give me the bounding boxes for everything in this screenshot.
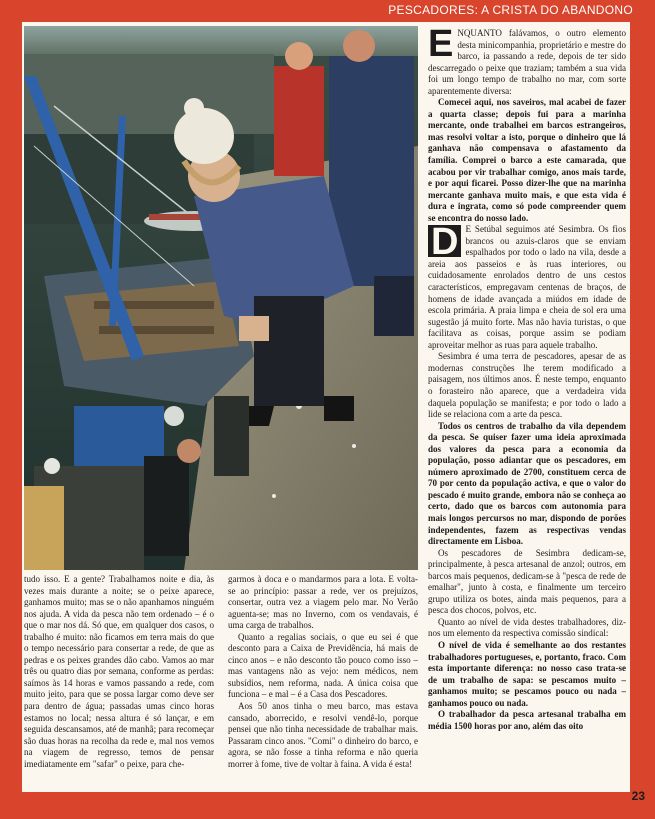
section-text: E Setúbal seguimos até Sesimbra. Os fios brancos ou azuis-claros que se enviam espalhados por todo o lado na vila, desde a areia aos passeios e às ruas interiores, ou cuidadosamente enrolados dentro de uns cestos característicos, empregavam centenas de braços, de homens de idade avançada a miúdos em idade de escola primária. A praia limpa e cheia de sol era uma sugestão já muito forte. Mas não havia turistas, o que facilitava as coisas, porque assim se podiam aproveitar melhor as ruas para aquele trabalho. bbox=[428, 224, 626, 350]
body-paragraph: Aos 50 anos tinha o meu barco, mas estava cansado, aborrecido, e resolvi vendê-lo, porque pensei que não tinha necessidade de trabalhar mais. Passaram cinco anos. "Comi" o dinheiro do barco, e agora, se não fosse a tinha reforma e não queria morrer à fome, tive de voltar à faina. A vida é esta! bbox=[228, 701, 418, 769]
body-paragraph: Os pescadores de Sesimbra dedicam-se, principalmente, à pesca artesanal de anzol; outros, em barcos mais pequenos, dedicam-se à "pesca de rede de emalhar", junto à costa, e finalmente um terceiro grupo utiliza os botes, ainda mais pequenos, para a pesca dos chocos, polvos, etc. bbox=[428, 547, 626, 616]
intro-text: NQUANTO falávamos, o outro elemento desta minicompanhia, proprietário e mestre do barco, ia passando a rede, depois de ter sido descarregado o peixe que traziam; também a sua vida foi um longo tempo de trabalho no mar, com sorte aparentemente diversa: bbox=[428, 28, 626, 96]
article-column-bottom-left bbox=[24, 574, 214, 784]
page-header bbox=[0, 0, 655, 22]
section-paragraph bbox=[428, 221, 626, 351]
body-paragraph: Quanto ao nível de vida destes trabalhadores, diz-nos um elemento da respectiva comissão sindical: bbox=[428, 616, 626, 639]
photo-fishermen-boat bbox=[24, 26, 418, 570]
quote-paragraph: Todos os centros de trabalho da vila dependem da pesca. Se quiser fazer uma ideia aproximada dos valores da pesca para a economia da população, posso adiantar que os pescadores, em número aproximado de 2700, constituem cerca de 70 por cento da população activa, e que o valor do pescado é muito grande, embora não se conheça ao certo, dado que os barcos com autonomia para mais longos percursos no mar, dispondo de porões independentes, fazem as respectivas vendas directamente em Lisboa. bbox=[428, 420, 626, 547]
dropcap-d: D bbox=[428, 225, 461, 257]
page-number: 23 bbox=[631, 789, 645, 803]
article-column-right bbox=[428, 28, 626, 784]
body-paragraph: tudo isso. E a gente? Trabalhamos noite e dia, às vezes mais durante a noite; se o peixe aparece, ganhamos muito; mas se o não apanhamos ninguém nos ajuda. A vida da pesca não tem ordenado – é o que o mar nos dá. Só que, em qualquer dos casos, o trabalho é muito: não ficamos em terra mais do que o tempo necessário para consertar a rede, de que as pedras e os peixes grandes dão cabo. Vamos ao mar três ou quatro dias por semana, conforme as perdas: saímos às 14 horas e vamos passando a rede, com muito jeito, para que se possa largar como deve ser para dentro de água; passadas umas cinco horas estamos no local; nessa altura é só lançar, e em seguida descansamos, até de manhã; para recomeçar são duas horas na recolha da rede e, mal nos vemos na viagem de regresso, temos de pensar imediatamente em "safar" o peixe, para che- bbox=[24, 574, 214, 769]
running-head: PESCADORES: A CRISTA DO ABANDONO bbox=[388, 3, 633, 17]
body-paragraph: Quanto a regalias sociais, o que eu sei é que desconto para a Caixa de Previdência, há mais de cinco anos – e não desconto tão pouco como isso – mas vantagens não as vejo: nem médicos, nem subsídios, nem reforma, nada. A única coisa que funciona – e mal – é a Casa dos Pescadores. bbox=[228, 631, 418, 700]
article-column-bottom-middle bbox=[228, 574, 418, 784]
photo-fishermen-boat-image bbox=[24, 26, 418, 570]
body-paragraph: garmos à doca e o mandarmos para a lota. E volta-se ao princípio: passar a rede, ver os prejuízos, consertar, outra vez a viagem pelo mar. No Verão aguenta-se; mas no Inverno, com os vendavais, é uma carga de trabalhos. bbox=[228, 574, 418, 631]
quote-paragraph: Comecei aqui, nos saveiros, mal acabei de fazer a quarta classe; depois fui para a marinha mercante, onde trabalhei em barcos estrangeiros, mas resolvi voltar a isto, porque o dinheiro que lá ganhava não compensava o afastamento da família. Comprei o barco a este camarada, que acabou por vir trabalhar comigo, anos mais tarde, e por aqui ficarei. Posso dizer-lhe que na marinha mercante ganhava muito mais, e que esta vida é dura e ingrata, como só pode compreender quem se encontra do nosso lado. bbox=[428, 97, 626, 223]
quote-paragraph: O nível de vida é semelhante ao dos restantes trabalhadores portugueses, e, portanto, fraco. Com esta importante diferença: no nosso caso trata-se de um trabalho de sapa: se pescamos muito – ganhamos muito; se pescamos pouco ou nada – ganhamos pouco ou nada. bbox=[428, 639, 626, 708]
body-paragraph: Sesimbra é uma terra de pescadores, apesar de as modernas construções lhe terem modificado a paisagem, nos últimos anos. É neste tempo, enquanto o forasteiro não aparece, que a verdadeira vida daquela população se manifesta; e por todo o lado a lide se relaciona com a arte da pesca. bbox=[428, 351, 626, 420]
magazine-page bbox=[22, 22, 630, 792]
dropcap-e: E bbox=[428, 28, 454, 65]
quote-paragraph: O trabalhador da pesca artesanal trabalha em média 1500 horas por ano, além das oito bbox=[428, 709, 626, 731]
intro-paragraph bbox=[428, 28, 626, 97]
